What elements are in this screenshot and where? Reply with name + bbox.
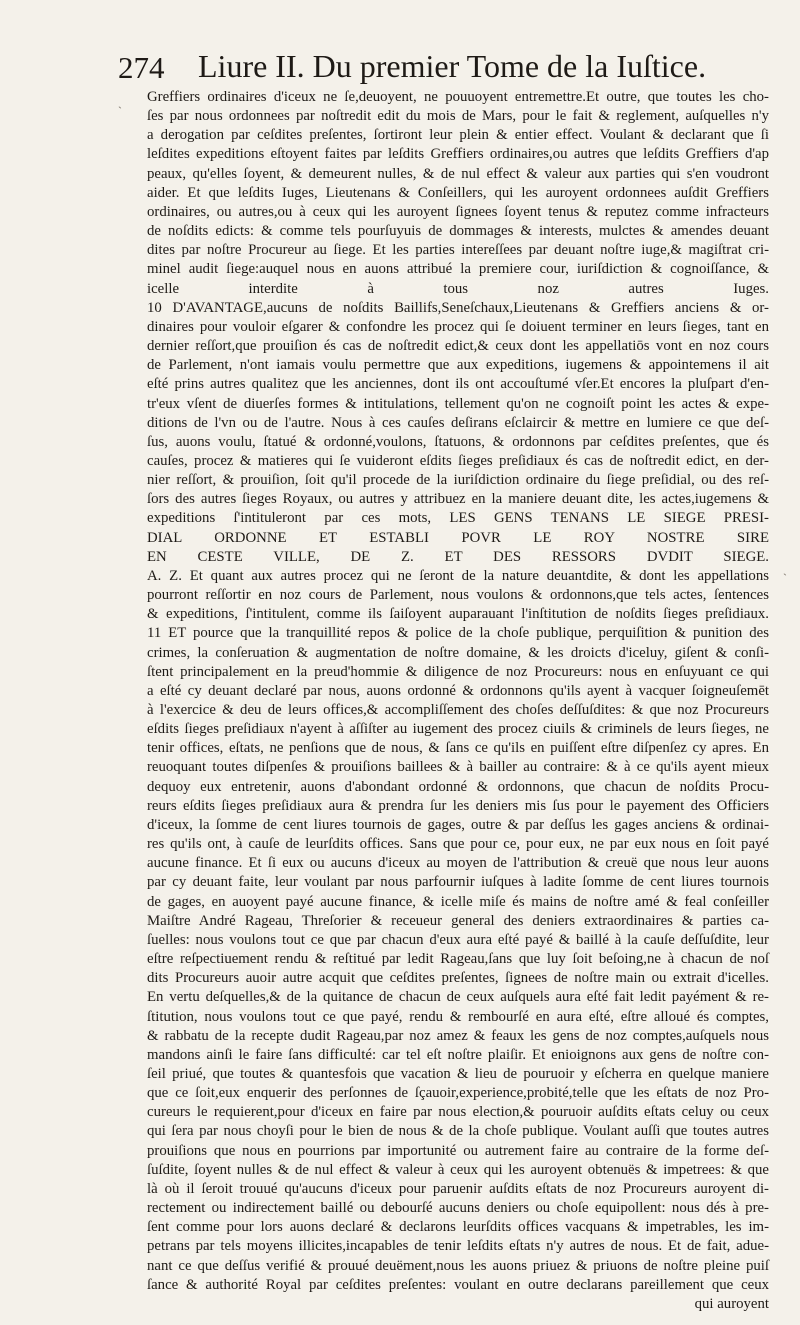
text-line: ſors des autres ſieges Royaux, ou autres y attribuez en la maniere deuant dite, les actes,iugemens & [147, 491, 769, 508]
text-line: crimes, la conſeruation & augmentation de noſtre domaine, & les droicts d'iceluy, giſent & conſi- [147, 644, 769, 661]
page-number: 274 [118, 50, 165, 85]
text-line: dequoy eux entretenir, auons d'abondant ordonné & ordonnons, que chacun de noſdits Procu- [147, 778, 769, 795]
text-line: là où il ſeroit trouué qu'aucuns d'iceux pour paruenir auſdits eſtats de noz Procureurs auroyent di- [147, 1180, 769, 1197]
text-line: de gages, en auoyent payé aucune finance, & icelle miſe és mains de noſtre amé & feal conſeiller [147, 893, 769, 910]
text-line: & expeditions, ſ'intitulent, comme ils ſaiſoyent auparauant l'inſtitution de noſdits ſieges preſidiaux. [147, 606, 769, 623]
text-line: aucune finance. Et ſi eux ou aucuns d'iceux au moyen de l'attribution & creuë que nous leur auons [147, 855, 769, 872]
text-line: res qu'ils ont, à cauſe de leurſdits offices. Sans que pour ce, pour eux, ne par eux nous en ſoit payé [147, 836, 769, 853]
text-line: ditions de l'vn ou de l'autre. Nous à ces cauſes deſirans eſclaircir & mettre en lumiere ce que deſ- [147, 414, 769, 431]
text-line: A. Z. Et quant aux autres procez qui ne ſeront de la nature deuantdite, & dont les appellations [147, 567, 769, 584]
text-line: peaux, qu'elles ſoyent, & demeurent nulles, & de nul effect & valeur aux parties qui s'en voudront [147, 165, 769, 182]
text-line: eſté prins autres qualitez que les anciennes, dont ils ont accouſtumé vſer.Et encores la pluſpart d'en- [147, 376, 769, 393]
text-line: tr'eux vſent de diuerſes formes & intitulations, tellement qu'on ne cognoiſt point les actes & expe- [147, 395, 769, 412]
text-line: ſent comme pour lors auons declaré & declarons leurſdits offices vacquans & impetrables, les im- [147, 1219, 769, 1236]
text-line: qui ſera par nous choyſi pour le bien de nous & de la choſe publique. Voulant auſſi que toutes autres [147, 1123, 769, 1140]
text-line: a derogation par ceſdites preſentes, ſortiront leur plein & entier effect. Voulant & declarant que ſi [147, 127, 769, 144]
text-line: que ce ſoit,eux enquerir des perſonnes de ſçauoir,experience,probité,telle que les eſtats de noz Pro- [147, 1085, 769, 1102]
text-line: rectement ou indirectement baillé ou debourſé aucuns deniers ou choſe equipollent: nous dés à pre- [147, 1200, 769, 1217]
text-line: tenir offices, eſtats, ne penſions que de nous, & ſans ce qu'ils en puiſſent eſtre diſpenſez cy apres. En [147, 740, 769, 757]
text-line: 10 D'AVANTAGE,aucuns de noſdits Baillifs,Seneſchaux,Lieutenans & Greffiers anciens & or- [147, 299, 769, 316]
text-line: En vertu deſquelles,& de la quitance de chacun de ceux auſquels aura eſté fait ledit payément & re- [147, 989, 769, 1006]
text-line: ſes par nous ordonnees par noſtredit edit du mois de Mars, pour le fait & reglement, auſquelles n'y [147, 108, 769, 125]
text-line: expeditions ſ'intituleront par ces mots, LES GENS TENANS LE SIEGE PRESI- [147, 510, 769, 527]
text-line: cureurs le requierent,pour d'iceux en faire par nous election,& pouruoir auſdits eſtats celuy ou ceux [147, 1104, 769, 1121]
text-line: icelle interdite à tous noz autres Iuges. [147, 280, 769, 297]
page-header [0, 48, 800, 88]
text-line: ordinaires, ou autres,ou à ceux qui les auroyent ſignees ſoyent tenus & reputez comme infracteurs [147, 203, 769, 220]
text-line: ſtent principalement en la preud'hommie & diligence de noz Procureurs: nous en enſuyuant ce qui [147, 663, 769, 680]
text-line: eſtre reſpectiuement rendu & reſtitué par ledit Rageau,ſans que luy ſoit beſoing,ne à chacun de noſ [147, 951, 769, 968]
text-line: de Parlement, n'ont iamais voulu permettre que aux expeditions, iugemens & appointemens il ait [147, 357, 769, 374]
text-line: nier reſſort, & prouiſion, ſoit qu'il procede de la iuriſdiction ordinaire du ſiege preſidial, ou des reſ- [147, 472, 769, 489]
text-line: ſuelles: nous voulons tout ce que par chacun d'eux aura eſté payé & baillé à la cauſe deſſuſdite, leur [147, 931, 769, 948]
text-line: qui auroyent [694, 1295, 769, 1312]
body-text [147, 88, 769, 1314]
text-line: dites par noſtre Procureur au ſiege. Et les parties intereſſees par deuant noſtre iuge,& magiſtrat cri- [147, 242, 769, 259]
text-line: Greffiers ordinaires d'iceux ne ſe,deuoyent, ne pouuoyent entremettre.Et outre, que toutes les cho- [147, 89, 769, 105]
text-line: mandons ainſi le faire ſans difficulté: car tel eſt noſtre plaiſir. Et enioignons aux gens de noſtre con- [147, 1046, 769, 1063]
text-line: 11 ET pource que la tranquillité repos & police de la choſe publique, perquiſition & punition des [147, 625, 769, 642]
text-line: a eſté cy deuant declaré par nous, auons ordonné & ordonnons qu'ils ayent à vacquer ſoigneuſemēt [147, 682, 769, 699]
text-line: Maiſtre André Rageau, Threſorier & receueur general des deniers extraordinaires & parties ca- [147, 912, 769, 929]
text-line: dernier reſſort,que prouiſion és cas de noſtredit edict,& ceux dont les appellatiōs vont en noz cours [147, 338, 769, 355]
text-line: EN CESTE VILLE, DE Z. ET DES RESSORS DVDIT SIEGE. [147, 548, 769, 565]
text-line: par cy deuant faite, leur voulant par nous parfournir iuſques à ladite ſomme de cent liures tournois [147, 874, 769, 891]
margin-tick-mark: ˏ [118, 95, 122, 109]
text-line: de noſdits edicts: & comme tels pourſuyuis de dommages & interests, mulctes & amendes deuant [147, 223, 769, 240]
text-line: ſuſdite, ſoyent nulles & de nul effect & valeur à ceux qui les auroyent obtenuës & impetrees: & que [147, 1161, 769, 1178]
text-line: DIAL ORDONNE ET ESTABLI POVR LE ROY NOSTRE SIRE [147, 529, 769, 546]
text-line: cauſes, procez & matieres qui ſe vuideront eſdits ſieges preſidiaux és cas de noſtredit edict, en der- [147, 452, 769, 469]
text-line: reuoquant toutes diſpenſes & prouiſions baillees & à bailler au contraire: & à ce qu'ils ayent mieux [147, 759, 769, 776]
text-line: reurs eſdits ſieges preſidiaux aura & prendra ſur les deniers mis ſus pour le payement des Officiers [147, 797, 769, 814]
text-line: dinaires pour vouloir eſgarer & confondre les procez qui ſe doiuent terminer en leurs ſieges, tant en [147, 318, 769, 335]
text-line: à l'exercice & deu de leurs offices,& accompliſſement des choſes deſſuſdites: & que noz Procureurs [147, 702, 769, 718]
text-line: petrans par tels moyens illicites,incapables de tenir leſdits eſtats n'y autres de nous. Et de fait, adue- [147, 1238, 769, 1255]
text-line: d'iceux, la ſomme de cent liures tournois de gages, outre & par deſſus les gages anciens & ordinai- [147, 816, 769, 833]
running-title: Liure II. Du premier Tome de la Iuſtice. [198, 48, 707, 84]
text-line: & rabbatu de la recepte dudit Rageau,par noz amez & feaux les gens de noz comptes,auſquels nous [147, 1027, 769, 1044]
text-line: leſdites expeditions eſtoyent faites par leſdits Greffiers ordinaires,ou autres que leſdits Greffiers d'ap [147, 146, 769, 163]
text-line: aider. Et que leſdits Iuges, Lieutenans & Conſeillers, qui les auroyent ordonnees auſdit Greffiers [147, 184, 769, 201]
margin-tick-mark: ˎ [783, 562, 787, 576]
text-line: ſtitution, nous voulons tout ce que payé, rendu & rembourſé en aura eſté, eſtre alloué és comptes, [147, 1008, 769, 1025]
text-line: pourront reſſortir en noz cours de Parlement, nous voulons & ordonnons,que tels actes, ſentences [147, 587, 769, 604]
text-line: ſeil priué, que toutes & quantesfois que vacation & lieu de pouruoir y eſcherra en quelque maniere [147, 1065, 769, 1082]
text-line: nant ce que deſſus verifié & prouué deuëment,nous les auons priuez & priuons de noſtre pleine puiſ [147, 1257, 769, 1274]
text-line: eſdits ſieges preſidiaux n'ayent à aſſiſter au iugement des procez ciuils & criminels de leurs ſieges, ne [147, 721, 769, 738]
text-line: ſus, auons voulu, ſtatué & ordonné,voulons, ſtatuons, & ordonnons par ceſdites preſentes, que és [147, 433, 769, 450]
text-line: ſance & authorité Royal par ceſdites preſentes: voulant en outre declarans pareillement que ceux [147, 1276, 769, 1293]
text-line: dits Procureurs auoir autre acquit que ceſdites preſentes, ſignees de noſtre main ou extrait d'icelles. [147, 970, 769, 987]
text-line: minel audit ſiege:auquel nous en auons attribué la premiere cour, iuriſdiction & cognoiſſance, & [147, 261, 769, 278]
text-line: prouiſions que nous en pourrions par importunité ou autrement faire au contraire de la forme deſ- [147, 1142, 769, 1159]
